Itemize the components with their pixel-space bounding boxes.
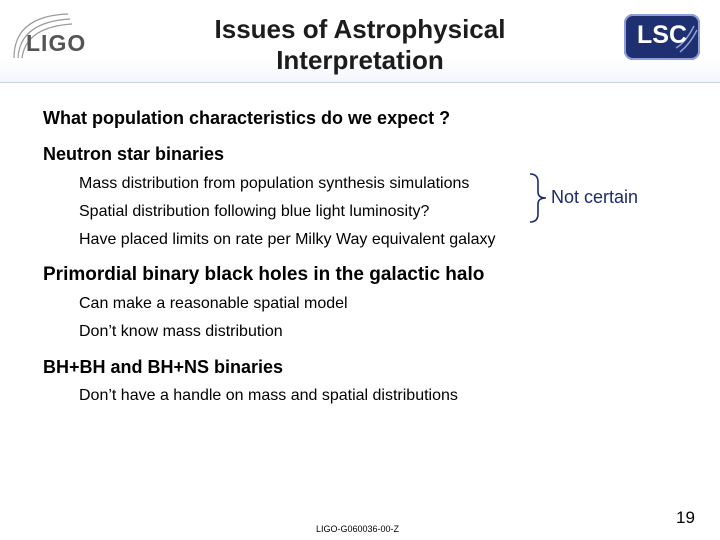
bullet-mass-unknown: Don’t know mass distribution: [79, 323, 283, 340]
lsc-logo-text: LSC: [637, 21, 687, 49]
question-text: What population characteristics do we expect ?: [43, 108, 451, 128]
brace-note: Not certain: [551, 187, 639, 207]
bullet-spatial-distribution: Spatial distribution following blue light luminosity?: [79, 203, 430, 220]
slide-title-line1: Issues of Astrophysical: [214, 14, 506, 44]
document-id: LIGO-G060036-00-Z: [316, 524, 400, 534]
section-heading-primordial-black-holes: Primordial binary black holes in the galactic halo: [43, 264, 485, 285]
bullet-rate-limits: Have placed limits on rate per Milky Way equivalent galaxy: [79, 231, 496, 248]
bullet-spatial-model: Can make a reasonable spatial model: [79, 295, 348, 312]
right-brace-icon: [528, 172, 550, 224]
slide-title-line2: Interpretation: [276, 45, 444, 75]
section-heading-bh-binaries: BH+BH and BH+NS binaries: [43, 357, 284, 377]
bullet-no-handle: Don’t have a handle on mass and spatial distributions: [79, 387, 458, 404]
page-number: 19: [676, 508, 695, 527]
ligo-logo-text: LIGO: [26, 30, 87, 56]
section-heading-neutron-star-binaries: Neutron star binaries: [43, 144, 225, 164]
bullet-mass-distribution: Mass distribution from population synthesis simulations: [79, 175, 470, 192]
